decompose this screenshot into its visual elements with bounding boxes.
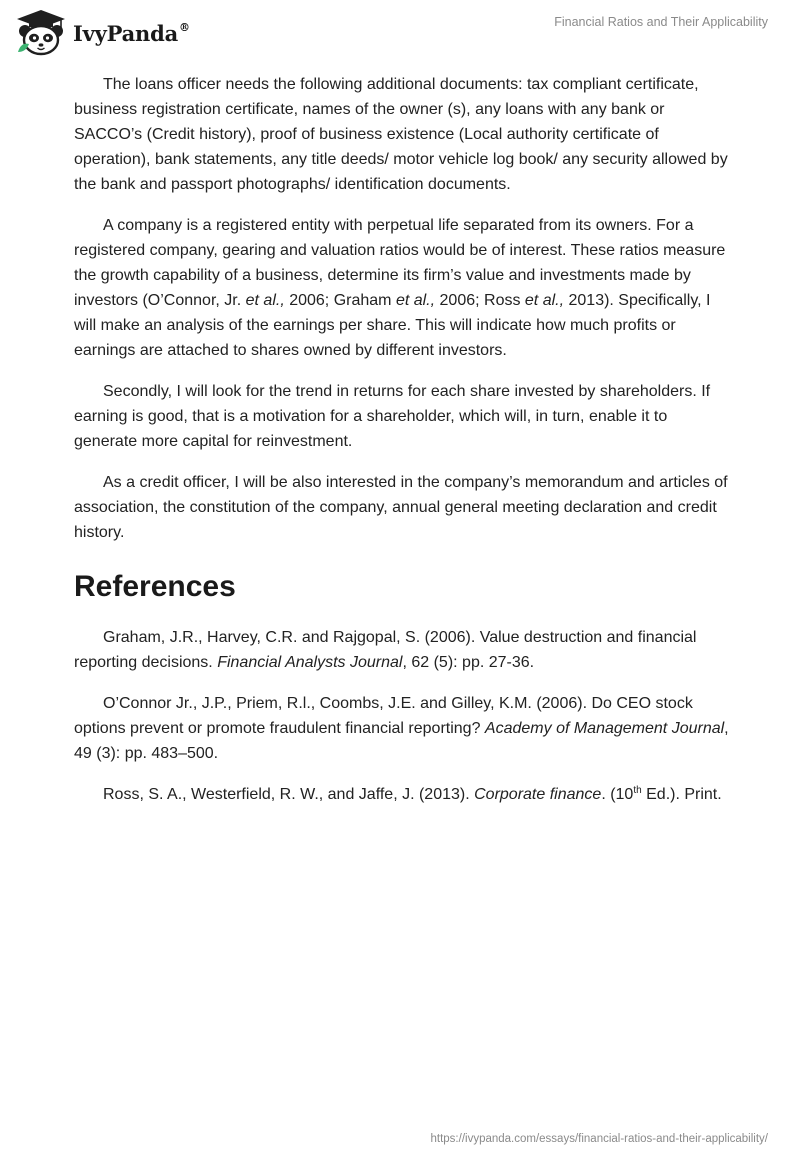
text-segment: A company is a registered entity with perpetual life separated from its owners. For a registered company, gearing and valuation ratios would be of interest. These ratios measure the growth capability of a business, determine its firm’s value and investments made by investors (O’Connor, Jr. [74,217,726,309]
text-segment: Secondly, I will look for the trend in returns for each share invested by shareholders. If earning is good, that is a motivation for a shareholder, which will, in turn, enable it to generate more capital for reinvestment. [74,383,711,450]
text-segment: . (10 [601,786,634,803]
body-paragraph [74,470,734,545]
text-segment: et al., [395,292,436,309]
text-segment: et al., [524,292,565,309]
reference-entry [74,625,734,675]
text-segment: Ross, S. A., Westerfield, R. W., and Jaffe, J. (2013). [103,786,475,803]
text-segment: O’Connor Jr., J.P., Priem, R.l., Coombs, J.E. and Gilley, K.M. (2006). Do CEO stock options prevent or promote fraudulent financial reporting? [74,695,693,737]
text-segment: Ed.). Print. [641,786,722,803]
text-segment: Financial Analysts Journal [217,654,403,671]
text-segment: 2006; Ross [435,292,525,309]
references-list [74,625,734,807]
text-segment: et al., [245,292,285,309]
panda-graduate-icon [15,8,67,56]
document-title: Financial Ratios and Their Applicability [554,15,768,29]
page-url[interactable]: https://ivypanda.com/essays/financial-ratios-and-their-applicability/ [430,1133,768,1145]
text-segment: 2006; Graham [284,292,396,309]
body-paragraph [74,72,734,197]
brand-name: IvyPanda® [73,20,190,46]
text-segment: As a credit officer, I will be also interested in the company’s memorandum and articles of association, the constitution of the company, annual general meeting declaration and credit history. [74,474,728,541]
body-paragraph [74,379,734,454]
body-paragraph [74,213,734,363]
text-segment: th [633,785,642,796]
text-segment: , 62 (5): pp. 27-36. [402,654,535,671]
essay-body [74,72,734,823]
text-segment: Corporate finance [474,786,602,803]
page-header [0,0,800,62]
text-segment: Graham, J.R., Harvey, C.R. and Rajgopal, S. (2006). Value destruction and financial reporting decisions. [74,629,697,671]
text-segment: Academy of Management Journal [484,720,725,737]
text-segment: The loans officer needs the following additional documents: tax compliant certificate, business registration certificate, names of the owner (s), any loans with any bank or SACCO’s (Credit history), proof of business existence (Local authority certificate of operation), bank statements, any title deeds/ motor vehicle log book/ any security allowed by the bank and passport photographs/ identification documents. [74,76,728,193]
text-segment: , 49 (3): pp. 483–500. [74,720,729,762]
body-paragraphs [74,72,734,545]
references-heading: References [74,570,236,603]
text-segment: 2013). Specifically, I will make an analysis of the earnings per share. This will indicate how much profits or earnings are attached to shares owned by different investors. [74,292,711,359]
reference-entry [74,691,734,766]
ivypanda-logo[interactable] [15,8,190,56]
reference-entry [74,782,734,807]
